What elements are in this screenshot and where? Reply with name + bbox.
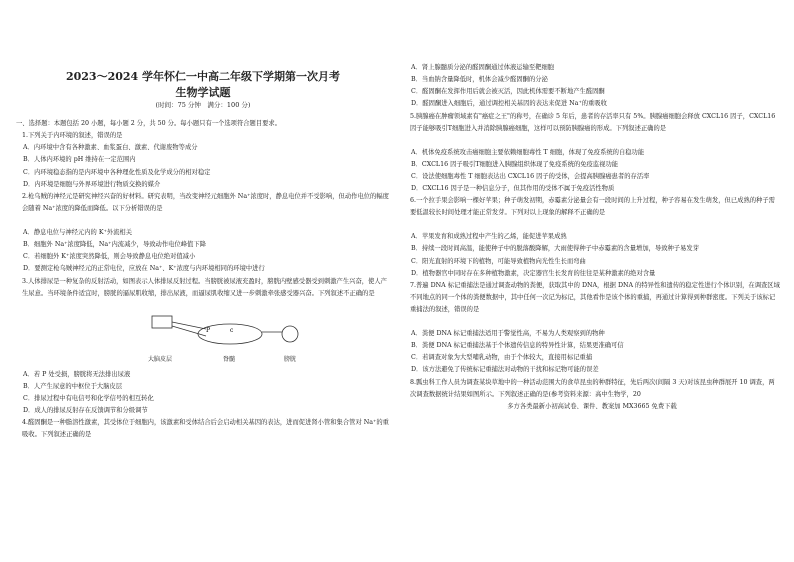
- q7-option-a: A．粪便 DNA 标记重捕法适用于警觉性高，不易为人类观察到的物种: [411, 329, 605, 337]
- question-5: 5.胰腺癌在肿瘤领域素有"癌症之王"的称号，在确诊 5 年后，患者的存活率只有 5%。胰腺癌细胞会释放 CXCL16 因子，CXCL16 因子能够吸引T细胞进入并消除胰腺癌细胞，这样可以预防胰腺癌的形成。下列叙述正确的是: [410, 112, 776, 132]
- q2-option-b: B．细胞外 Na⁺浓度降低，Na⁺内流减少，导致动作电位峰值下降: [23, 241, 206, 249]
- q6-option-d: D．植物器官中同时存在多种植物激素，决定器官生长发育的往往是某种激素的绝对含量: [411, 269, 656, 277]
- label-cortex: 大脑皮层: [148, 355, 173, 363]
- q7-option-d: D．该方法避免了传统标记重捕法对动物的干扰和标记物可能的误差: [411, 366, 599, 374]
- q5-option-c: C．设法使细胞毒性 T 细胞表达出 CXCL16 因子的受体，会提高胰腺癌患者的存活率: [411, 172, 650, 180]
- q7-option-b: B．粪便 DNA 标记重捕法基于个体遗传信息的特异性计算，结果更准确可信: [411, 342, 624, 350]
- label-p: P: [206, 326, 211, 334]
- exam-title: 2023～2024 学年怀仁一中高二年级下学期第一次月考: [65, 70, 341, 83]
- q2-option-a: A．静息电位与神经元内的 K⁺外流相关: [23, 228, 133, 236]
- nerve-line-up: [172, 322, 206, 329]
- footer-note: 多方各类最新小初高试卷、课件、教案加 MX3665 免费下载: [507, 402, 677, 410]
- q5-option-a: A．机体免疫系统攻击癌细胞主要依赖细胞毒性 T 细胞，体现了免疫系统的自稳功能: [411, 148, 645, 156]
- question-7: 7.普遍 DNA 标记重捕法是通过调查动物的粪便，获取其中的 DNA，根据 DNA 的特异性和遗传的稳定性进行个体识别，在调查区域不同地点的同一个体的粪便数据中，其中任何一次记为标记，其他看作是该个体的重捕，再通过计算得到种群密度。下列关于该标记重捕法的叙述，错误的是: [410, 281, 780, 314]
- q7-option-c: C．若调查对象为大型哺乳动物，由于个体较大，直接用标记重捕: [411, 354, 593, 362]
- q3-option-b: B．人产生尿意的中枢位于大脑皮层: [23, 382, 123, 390]
- q3-option-a: A．若 P 处受损，膀胱将无法排出尿液: [23, 370, 131, 378]
- right-column: [404, 62, 780, 413]
- q6-option-b: B．持续一段时间高温，能使种子中的脱落酸降解，大雨使得种子中赤霉素的含量增加，导致种子易发芽: [411, 245, 699, 253]
- question-8: 8.瓢虫科工作人员为调查某块草地中的一种活动范围大的食草昆虫的种群特征，先后两次(间隔 3 天)对该昆虫种群展开 10 调查，两次调查数据统计结果如图所示。下列叙述正确的是(参考资料来源：高中生物学，20: [410, 378, 775, 398]
- q4-option-c: C．醛固酮在发挥作用后就会被灭活，因此机体需要不断地产生醛固酮: [411, 88, 605, 96]
- q1-option-b: B．人体内环境的 pH 维持在一定范围内: [23, 156, 136, 164]
- q4-option-b: B．当血钠含量降低时，机体会减少醛固酮的分泌: [411, 76, 548, 84]
- q2-option-c: C．若细胞外 K⁺浓度突然降低，则会导致静息电位绝对值减小: [23, 253, 196, 261]
- reflex-arc-svg: [130, 314, 300, 354]
- bladder-circle: [282, 326, 298, 342]
- section-heading: 一、选择题：本题包括 20 小题，每小题 2 分，共 50 分。每小题只有一个选项符合题目要求。: [16, 120, 282, 127]
- question-4: 4.醛固酮是一种脂溶性激素，其受体位于细胞内，该激素和受体结合后会启动相关基因的表达，进而促进肾小管和集合管对 Na⁺的重吸收。下列叙述正确的是: [22, 419, 389, 439]
- q1-option-c: C．内环境稳态指的是内环境中各种理化性质及化学成分的相对稳定: [23, 168, 211, 176]
- label-bladder: 膀胱: [284, 355, 297, 363]
- nerve-line-down: [172, 326, 206, 336]
- label-spinal: 脊髓: [223, 355, 236, 363]
- q4-option-d: D．醛固酮进入细胞后，通过调控相关基因的表达来促进 Na⁺的重吸收: [411, 100, 607, 108]
- q5-option-b: B．CXCL16 因子吸引T细胞进入胰腺组织体现了免疫系统的免疫监视功能: [411, 160, 619, 168]
- q1-option-a: A．内环境中含有各种激素、血浆蛋白、激素、代谢废物等成分: [23, 144, 198, 152]
- q6-option-c: C．阳光直射的环境下的植物，可能导致植物向光性生长而弯曲: [411, 257, 586, 265]
- question-6: 6.一个拉手果会影响一棵好苹果；种子萌发初期，赤霉素分泌量会有一段时间的上升过程，种子容易在发生萌发，但已成熟的种子需要低温较长时间处理才能正常发芽。下列对以上现象的解释不正确的是: [410, 197, 775, 217]
- cortex-box: [152, 316, 172, 328]
- exam-meta: (时间：75 分钟 满分：100 分): [155, 101, 251, 109]
- q1-option-d: D．内环境是细胞与外界环境进行物质交换的媒介: [23, 180, 161, 188]
- exam-subtitle: 生物学试题: [175, 86, 231, 99]
- q4-option-a: A．肾上腺髓质分泌的醛固酮通过体液运输至靶细胞: [411, 64, 555, 71]
- question-2: 2.枪乌贼的神经元是研究神经兴奋的好材料。研究表明，当改变神经元细胞外 Na⁺浓度时，静息电位并不受影响，但动作电位的幅度会随着 Na⁺浓度的降低而降低。以下分析错误的是: [22, 192, 389, 213]
- question-1: 1.下列关于内环境的叙述，错误的是: [22, 132, 123, 140]
- label-c: c: [230, 326, 234, 334]
- q3-option-d: D．成人的排尿反射存在反馈调节和分级调节: [23, 407, 148, 415]
- left-column: [16, 118, 390, 441]
- q6-option-a: A．苹果发育和成熟过程中产生的乙烯，能促进苹果成熟: [411, 233, 567, 241]
- q5-option-d: D．CXCL16 因子是一种信息分子，但其作用的受体不属于免疫活性物质: [411, 185, 615, 193]
- q3-option-c: C．排尿过程中有电信号和化学信号的相互转化: [23, 394, 154, 402]
- question-3: 3.人体排尿是一种复杂的反射活动，如图表示人体排尿反射过程。当膀胱被尿液充盈时，膀胱内壁感受器受到刺激产生兴奋，使人产生尿意。当环境条件适宜时，膀胱的逼尿肌收缩，排出尿液，而逼尿肌收缩又进一步刺激牵张感受器兴奋。下列叙述不正确的是: [22, 277, 387, 297]
- reflex-diagram: [16, 314, 390, 366]
- q2-option-d: D．要测定枪乌贼神经元的正常电位，应放在 Na⁺、K⁺浓度与内环境相同的环境中进行: [23, 265, 265, 273]
